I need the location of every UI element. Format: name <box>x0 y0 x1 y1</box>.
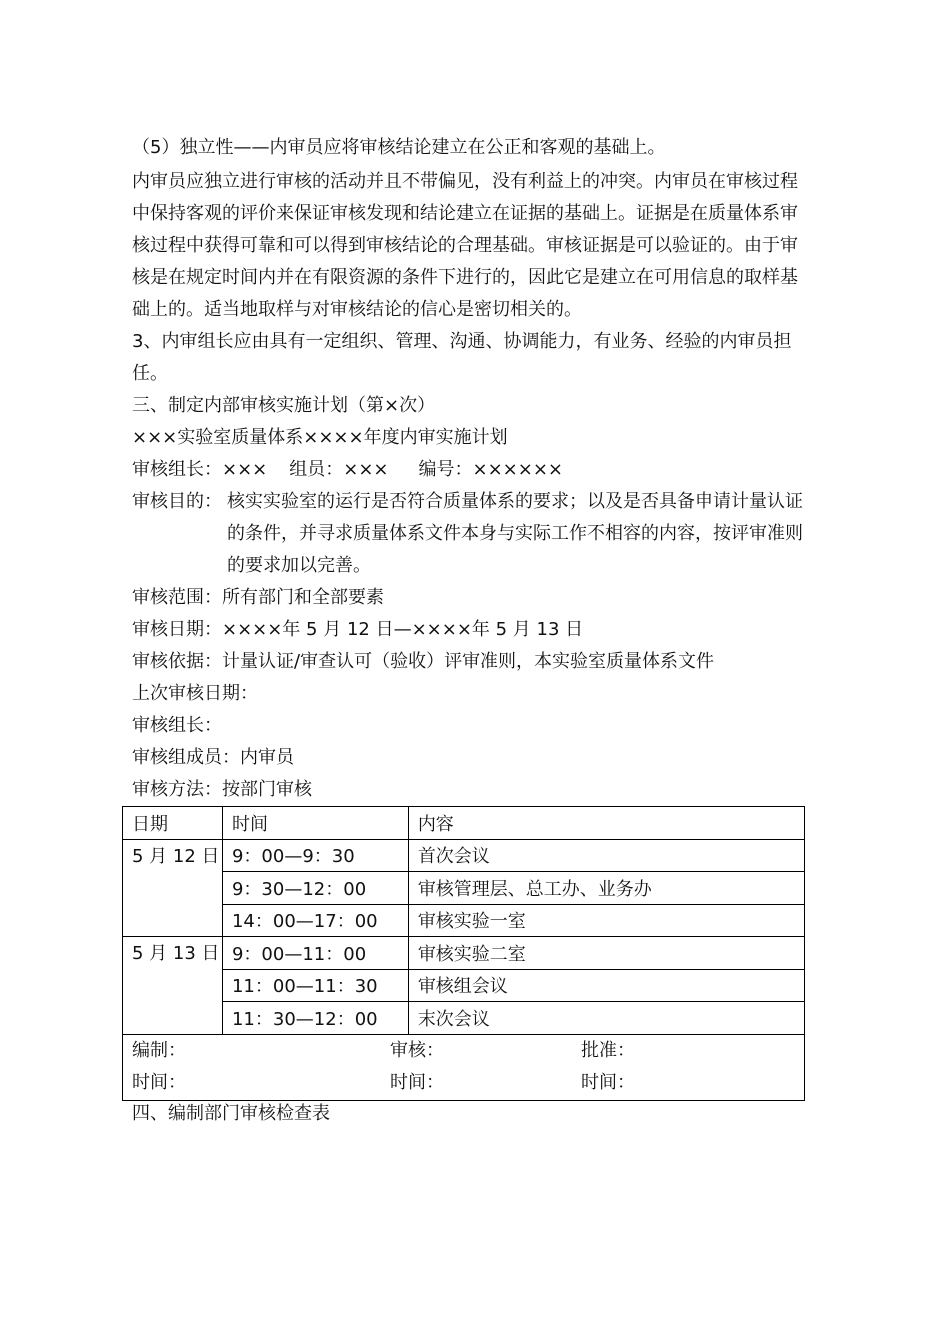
table-row <box>123 1002 805 1035</box>
content-cell: 审核管理层、总工办、业务办 <box>408 872 804 905</box>
approved-time-label: 时间： <box>581 1071 635 1093</box>
time-cell: 9：30—12：00 <box>222 872 408 905</box>
purpose-label: 审核目的： <box>132 491 222 512</box>
time-cell: 9：00—9：30 <box>222 839 408 872</box>
table-row <box>123 839 805 872</box>
paragraph-line: 任。 <box>132 363 168 384</box>
date-cell-day2: 5 月 13 日 <box>123 937 223 1035</box>
paragraph-line: 础上的。适当地取样与对审核结论的信心是密切相关的。 <box>132 299 582 320</box>
audit-team: 审核组成员：内审员 <box>132 747 294 768</box>
audit-basis: 审核依据：计量认证/审查认可（验收）评审准则，本实验室质量体系文件 <box>132 651 715 672</box>
audit-method: 审核方法：按部门审核 <box>132 779 312 800</box>
table-row <box>123 937 805 970</box>
content-cell: 首次会议 <box>408 839 804 872</box>
header-date: 日期 <box>123 807 223 840</box>
plan-header-line <box>132 454 563 486</box>
paragraph-line: 核是在规定时间内并在有限资源的条件下进行的，因此它是建立在可用信息的取样基 <box>132 267 798 288</box>
header-content: 内容 <box>408 807 804 840</box>
date-cell-day1: 5 月 12 日 <box>123 839 223 937</box>
paragraph-line: 中保持客观的评价来保证审核发现和结论建立在证据的基础上。证据是在质量体系审 <box>132 203 798 224</box>
header-time: 时间 <box>222 807 408 840</box>
content-cell: 审核实验一室 <box>408 904 804 937</box>
audit-leader-blank: 审核组长： <box>132 715 222 736</box>
last-audit-date: 上次审核日期： <box>132 683 258 704</box>
time-cell: 14：00—17：00 <box>222 904 408 937</box>
table-header-row <box>123 807 805 840</box>
signature-row <box>123 1034 805 1100</box>
audit-schedule-table <box>122 806 805 1101</box>
paragraph-line: 内审员应独立进行审核的活动并且不带偏见，没有利益上的冲突。内审员在审核过程 <box>132 171 798 192</box>
table-row <box>123 969 805 1002</box>
prepared-time-label: 时间： <box>132 1071 186 1093</box>
purpose-line: 的要求加以完善。 <box>227 555 371 576</box>
purpose-line: 的条件，并寻求质量体系文件本身与实际工作不相容的内容，按评审准则 <box>227 523 803 544</box>
document-number: 编号：×××××× <box>418 459 563 480</box>
content-cell: 审核实验二室 <box>408 937 804 970</box>
paragraph-line: 核过程中获得可靠和可以得到审核结论的合理基础。审核证据是可以验证的。由于审 <box>132 235 798 256</box>
time-cell: 11：30—12：00 <box>222 1002 408 1035</box>
paragraph-line: 3、内审组长应由具有一定组织、管理、沟通、协调能力，有业务、经验的内审员担 <box>132 331 792 352</box>
section-heading-4: 四、编制部门审核检查表 <box>132 1103 330 1124</box>
time-cell: 9：00—11：00 <box>222 937 408 970</box>
table-row <box>123 872 805 905</box>
purpose-line: 核实实验室的运行是否符合质量体系的要求；以及是否具备申请计量认证 <box>227 491 803 512</box>
section-heading-3: 三、制定内部审核实施计划（第×次） <box>132 395 436 416</box>
prepared-by-label: 编制： <box>132 1039 186 1061</box>
content-cell: 审核组会议 <box>408 969 804 1002</box>
audit-leader: 审核组长：××× <box>132 459 268 480</box>
table-row <box>123 904 805 937</box>
audit-scope: 审核范围：所有部门和全部要素 <box>132 587 384 608</box>
content-cell: 末次会议 <box>408 1002 804 1035</box>
paragraph-independence: （5）独立性——内审员应将审核结论建立在公正和客观的基础上。 <box>132 137 666 158</box>
audit-dates: 审核日期：××××年 5 月 12 日—××××年 5 月 13 日 <box>132 619 584 640</box>
plan-title: ×××实验室质量体系××××年度内审实施计划 <box>132 427 508 448</box>
reviewed-by-label: 审核： <box>390 1039 444 1061</box>
approved-by-label: 批准： <box>581 1039 635 1061</box>
reviewed-time-label: 时间： <box>390 1071 444 1093</box>
team-members: 组员：××× <box>289 459 389 480</box>
time-cell: 11：00—11：30 <box>222 969 408 1002</box>
signature-cell <box>123 1034 805 1100</box>
